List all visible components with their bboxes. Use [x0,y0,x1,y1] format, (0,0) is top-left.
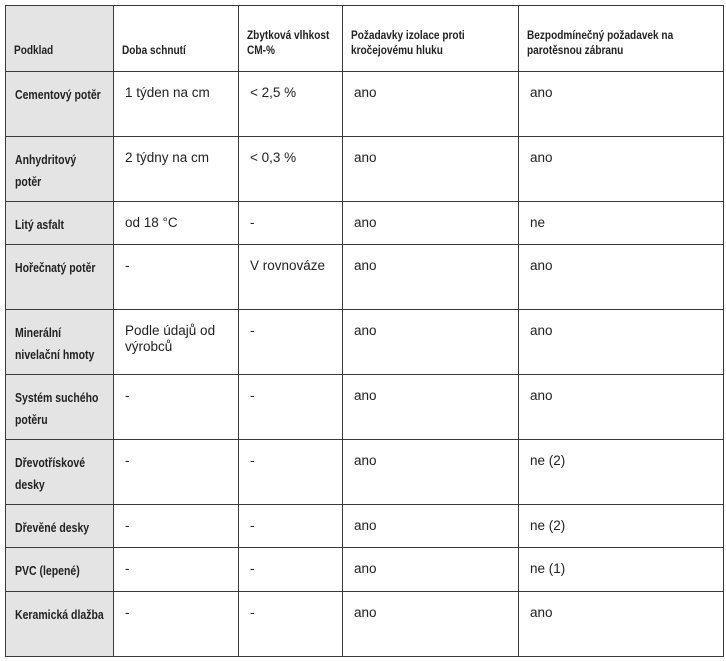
row-header-cell: Cementový potěr [6,72,114,137]
table-cell: ano [343,548,519,592]
substrate-requirements-table [5,5,724,657]
table-cell: - [239,548,343,592]
table-row [6,548,724,592]
table-cell: ano [519,375,724,440]
row-header-cell: PVC (lepené) [6,548,114,592]
column-header-parotesna-zabrana: Bezpodmínečný požadavek na parotěsnou zábranu [519,6,724,72]
table-cell: ano [343,72,519,137]
table-cell: - [114,440,239,505]
table-cell: ano [519,72,724,137]
column-header-izolace-krocejovy-hluk: Požadavky izolace proti kročejovému hluku [343,6,519,72]
table-cell: ne (2) [519,440,724,505]
table-row [6,72,724,137]
table-cell: ne (2) [519,505,724,548]
row-header-cell: Dřevotřískové desky [6,440,114,505]
table-cell: ano [519,310,724,375]
table-cell: 2 týdny na cm [114,137,239,202]
row-header-cell: Anhydritový potěr [6,137,114,202]
row-header-cell: Dřevěné desky [6,505,114,548]
table-cell: ano [343,592,519,657]
table-cell: - [239,440,343,505]
table-cell: Podle údajů od výrobců [114,310,239,375]
table-cell: ano [343,137,519,202]
table-cell: - [239,505,343,548]
row-header-cell: Keramická dlažba [6,592,114,657]
column-header-podklad: Podklad [6,6,114,72]
table-cell: < 2,5 % [239,72,343,137]
table-cell: ne (1) [519,548,724,592]
table-row [6,245,724,310]
table-cell: ano [343,202,519,245]
table-cell: od 18 °C [114,202,239,245]
table-cell: ano [519,137,724,202]
table-cell: ano [343,310,519,375]
table-cell: - [239,375,343,440]
table-cell: - [114,592,239,657]
table-cell: ano [343,505,519,548]
table-cell: ano [519,592,724,657]
table-row [6,440,724,505]
column-header-doba-schnuti: Doba schnutí [114,6,239,72]
table-cell: ano [519,245,724,310]
table-cell: 1 týden na cm [114,72,239,137]
table-cell: ano [343,245,519,310]
table-row [6,592,724,657]
column-header-zbytkova-vlhkost: Zbytková vlhkost CM-% [239,6,343,72]
table-cell: - [239,310,343,375]
table-cell: - [239,202,343,245]
table-cell: - [114,245,239,310]
table-row [6,202,724,245]
table-row [6,137,724,202]
table-cell: ano [343,440,519,505]
table-cell: ne [519,202,724,245]
table-cell: V rovnováze [239,245,343,310]
table-row [6,375,724,440]
table-cell: - [114,505,239,548]
row-header-cell: Litý asfalt [6,202,114,245]
table-header-row [6,6,724,72]
row-header-cell: Systém suchého potěru [6,375,114,440]
table-cell: - [114,548,239,592]
table-cell: < 0,3 % [239,137,343,202]
table-row [6,505,724,548]
row-header-cell: Minerální nivelační hmoty [6,310,114,375]
table-row [6,310,724,375]
row-header-cell: Hořečnatý potěr [6,245,114,310]
table-cell: - [114,375,239,440]
table-cell: ano [343,375,519,440]
table-cell: - [239,592,343,657]
